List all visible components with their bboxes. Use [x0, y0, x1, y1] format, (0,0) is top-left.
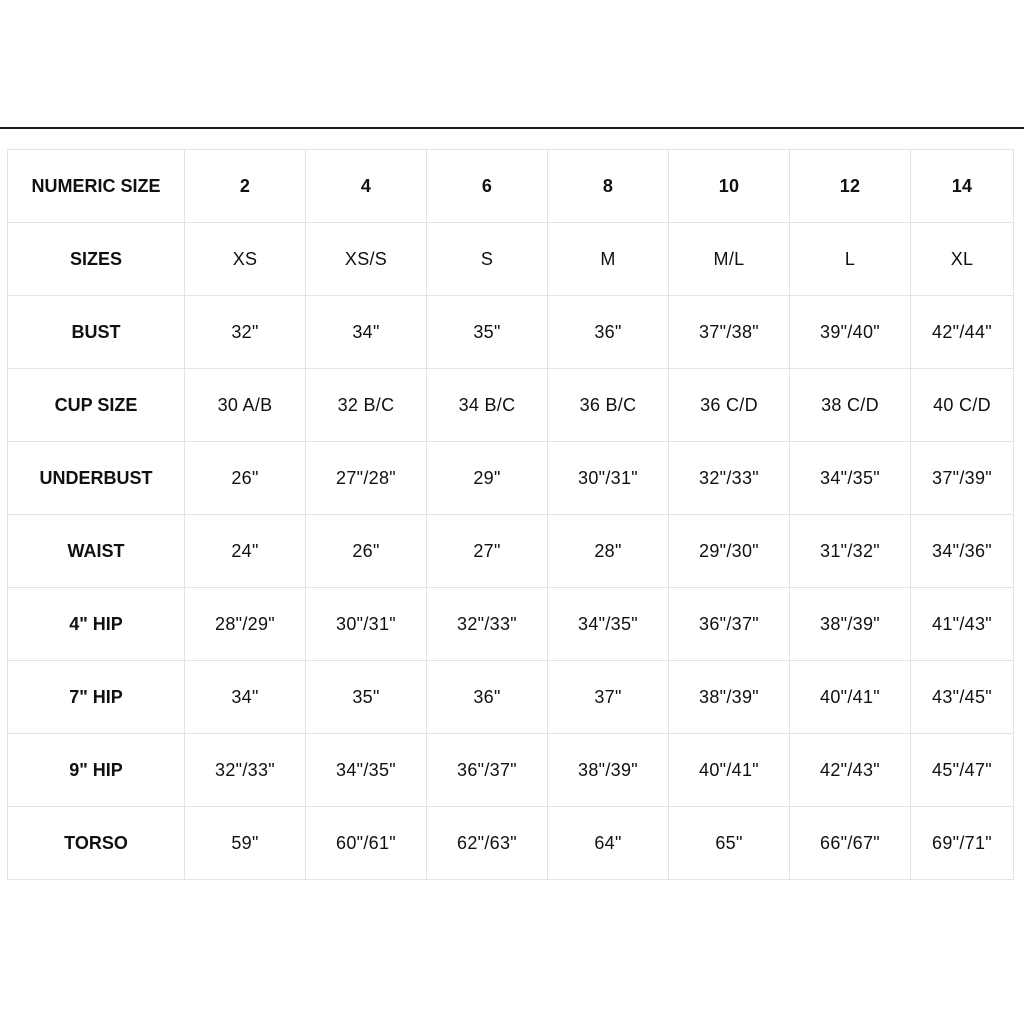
table-cell: M	[548, 223, 669, 296]
table-cell: XL	[911, 223, 1014, 296]
numeric-size-cell: 12	[790, 150, 911, 223]
table-cell: 43"/45"	[911, 661, 1014, 734]
table-cell: 28"	[548, 515, 669, 588]
table-cell: S	[427, 223, 548, 296]
row-label: 4" HIP	[8, 588, 185, 661]
size-chart-table	[7, 149, 1014, 880]
table-cell: 37"/39"	[911, 442, 1014, 515]
table-cell: 42"/44"	[911, 296, 1014, 369]
row-label: SIZES	[8, 223, 185, 296]
table-cell: 32"	[185, 296, 306, 369]
table-cell: 27"	[427, 515, 548, 588]
table-cell: 34"/35"	[548, 588, 669, 661]
row-label: CUP SIZE	[8, 369, 185, 442]
row-label: UNDERBUST	[8, 442, 185, 515]
table-row	[8, 442, 1014, 515]
numeric-size-cell: 10	[669, 150, 790, 223]
table-cell: 35"	[306, 661, 427, 734]
table-cell: 38"/39"	[790, 588, 911, 661]
table-cell: 39"/40"	[790, 296, 911, 369]
table-cell: XS/S	[306, 223, 427, 296]
header-row	[8, 150, 1014, 223]
table-cell: 36"/37"	[669, 588, 790, 661]
table-cell: 37"/38"	[669, 296, 790, 369]
table-cell: 69"/71"	[911, 807, 1014, 880]
table-row	[8, 807, 1014, 880]
table-cell: 32"/33"	[185, 734, 306, 807]
table-cell: 32 B/C	[306, 369, 427, 442]
table-cell: 59"	[185, 807, 306, 880]
table-cell: 66"/67"	[790, 807, 911, 880]
table-cell: 29"/30"	[669, 515, 790, 588]
numeric-size-cell: 2	[185, 150, 306, 223]
table-row	[8, 588, 1014, 661]
row-label: BUST	[8, 296, 185, 369]
table-row	[8, 296, 1014, 369]
table-cell: 36"	[427, 661, 548, 734]
table-cell: 41"/43"	[911, 588, 1014, 661]
table-cell: 24"	[185, 515, 306, 588]
table-cell: 34 B/C	[427, 369, 548, 442]
table-cell: 38 C/D	[790, 369, 911, 442]
table-cell: 34"	[185, 661, 306, 734]
top-divider	[0, 127, 1024, 129]
table-cell: 42"/43"	[790, 734, 911, 807]
numeric-size-cell: 8	[548, 150, 669, 223]
numeric-size-cell: 6	[427, 150, 548, 223]
table-cell: 36 B/C	[548, 369, 669, 442]
table-cell: 37"	[548, 661, 669, 734]
table-cell: 26"	[185, 442, 306, 515]
table-row	[8, 734, 1014, 807]
row-label: 9" HIP	[8, 734, 185, 807]
table-cell: 34"/35"	[306, 734, 427, 807]
table-cell: 64"	[548, 807, 669, 880]
table-cell: 34"/35"	[790, 442, 911, 515]
table-row	[8, 661, 1014, 734]
table-cell: 27"/28"	[306, 442, 427, 515]
table-cell: 36"	[548, 296, 669, 369]
row-label: 7" HIP	[8, 661, 185, 734]
row-label: TORSO	[8, 807, 185, 880]
table-cell: 40"/41"	[669, 734, 790, 807]
table-cell: 36"/37"	[427, 734, 548, 807]
table-cell: 28"/29"	[185, 588, 306, 661]
table-cell: 60"/61"	[306, 807, 427, 880]
table-cell: 36 C/D	[669, 369, 790, 442]
table-cell: 29"	[427, 442, 548, 515]
table-cell: 35"	[427, 296, 548, 369]
table-cell: 30"/31"	[548, 442, 669, 515]
size-chart-body	[8, 150, 1014, 880]
table-cell: 32"/33"	[427, 588, 548, 661]
numeric-size-cell: 14	[911, 150, 1014, 223]
table-cell: 40 C/D	[911, 369, 1014, 442]
table-cell: 34"	[306, 296, 427, 369]
table-cell: M/L	[669, 223, 790, 296]
table-cell: 62"/63"	[427, 807, 548, 880]
table-cell: 30"/31"	[306, 588, 427, 661]
row-label: WAIST	[8, 515, 185, 588]
table-cell: XS	[185, 223, 306, 296]
table-cell: 38"/39"	[669, 661, 790, 734]
table-cell: 40"/41"	[790, 661, 911, 734]
table-cell: 31"/32"	[790, 515, 911, 588]
table-cell: 34"/36"	[911, 515, 1014, 588]
table-cell: 45"/47"	[911, 734, 1014, 807]
table-row	[8, 515, 1014, 588]
table-row	[8, 223, 1014, 296]
table-cell: L	[790, 223, 911, 296]
table-cell: 38"/39"	[548, 734, 669, 807]
row-label: NUMERIC SIZE	[8, 150, 185, 223]
numeric-size-cell: 4	[306, 150, 427, 223]
table-cell: 32"/33"	[669, 442, 790, 515]
table-cell: 30 A/B	[185, 369, 306, 442]
table-row	[8, 369, 1014, 442]
table-cell: 65"	[669, 807, 790, 880]
table-cell: 26"	[306, 515, 427, 588]
